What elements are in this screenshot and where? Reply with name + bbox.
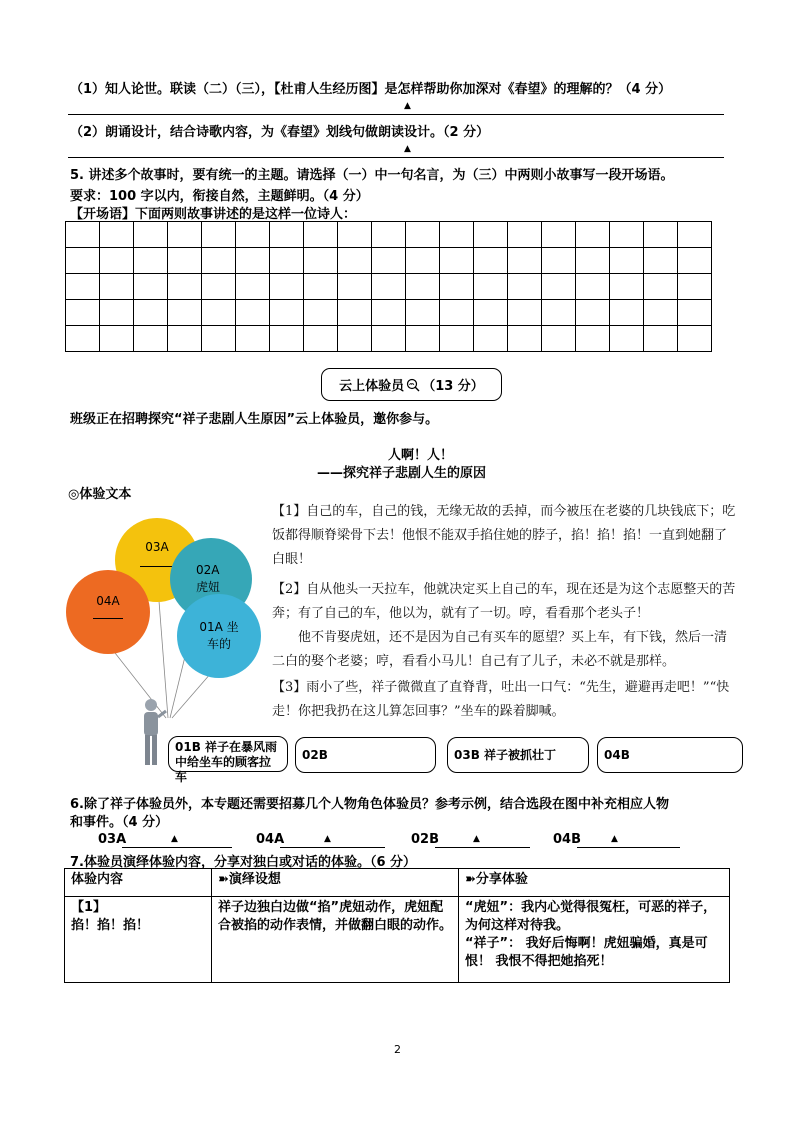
grid-cell[interactable] [440,222,474,248]
grid-cell[interactable] [440,274,474,300]
grid-cell[interactable] [338,326,372,352]
balloon-01a [177,594,261,678]
answer-line[interactable] [68,114,724,115]
writing-grid[interactable] [65,221,712,352]
grid-cell[interactable] [406,222,440,248]
page-number: 2 [394,1043,401,1056]
grid-cell[interactable] [678,300,712,326]
grid-cell[interactable] [440,300,474,326]
grid-cell[interactable] [236,326,270,352]
article-title: 人啊！人！ [388,448,454,463]
grid-cell[interactable] [678,274,712,300]
grid-cell[interactable] [678,248,712,274]
grid-cell[interactable] [304,248,338,274]
grid-cell[interactable] [338,248,372,274]
grid-cell[interactable] [508,300,542,326]
grid-cell[interactable] [372,326,406,352]
grid-cell[interactable] [270,248,304,274]
section-intro: 班级正在招聘探究“祥子悲剧人生原因”云上体验员，邀你参与。 [70,412,439,427]
balloon-01a-label: 01A 坐 [199,620,239,634]
blank-04b-label: 04B [553,832,581,847]
share-huniu: “虎妞”：我内心觉得很冤枉，可恶的祥子，为何这样对待我。 [465,900,717,933]
share-xiangzi: “祥子”： 我好后悔啊！虎妞骗婚，真是可恨！ 我恨不得把她掐死！ [465,936,708,969]
grid-cell[interactable] [406,274,440,300]
grid-cell[interactable] [678,326,712,352]
grid-row [66,248,712,274]
balloon-04a [66,570,150,654]
grid-cell[interactable] [508,222,542,248]
grid-cell[interactable] [168,326,202,352]
grid-cell[interactable] [66,326,100,352]
grid-cell[interactable] [270,326,304,352]
grid-cell[interactable] [440,248,474,274]
passage-2: 【2】自从他头一天拉车，他就决定买上自己的车，现在还是为这个志愿整天的苦奔；有了自己的车，他以为，就有了一切。哼，看看那个老头子！ [272,582,736,621]
grid-cell[interactable] [304,326,338,352]
grid-cell[interactable] [372,300,406,326]
grid-cell[interactable] [202,222,236,248]
grid-cell[interactable] [644,300,678,326]
grid-cell[interactable] [372,248,406,274]
grid-cell[interactable] [134,300,168,326]
grid-cell[interactable] [134,222,168,248]
blank-04a-line[interactable] [280,847,385,848]
q6-line1: 6.除了祥子体验员外，本专题还需要招募几个人物角色体验员？参考示例，结合选段在图中补充相应人物 [70,797,669,812]
q6-line2: 和事件。（4 分） [70,815,169,830]
grid-cell[interactable] [134,326,168,352]
blank-02b-line[interactable] [435,847,530,848]
grid-cell[interactable] [66,248,100,274]
grid-cell[interactable] [66,274,100,300]
grid-cell[interactable] [542,326,576,352]
grid-row [66,326,712,352]
grid-cell[interactable] [644,326,678,352]
grid-cell[interactable] [100,300,134,326]
grid-row [66,222,712,248]
grid-cell[interactable] [270,222,304,248]
grid-cell[interactable] [134,248,168,274]
passage-1: 【1】自己的车，自己的钱，无缘无故的丢掉，而今被压在老婆的几块钱底下；吃饭都得顺脊梁骨下去！他恨不能双手掐住她的脖子，掐！掐！掐！一直到她翻了白眼！ [272,504,736,567]
grid-cell[interactable] [338,300,372,326]
blank-02b-label: 02B [411,832,439,847]
person-icon [138,697,168,767]
answer-marker: ▲ [611,834,618,844]
grid-cell[interactable] [168,300,202,326]
grid-cell[interactable] [168,248,202,274]
answer-marker: ▲ [404,101,411,111]
q5-line3: 【开场语】下面两则故事讲述的是这样一位诗人： [70,207,357,222]
answer-marker: ▲ [473,834,480,844]
grid-cell[interactable] [474,300,508,326]
grid-cell[interactable] [236,248,270,274]
grid-cell[interactable] [236,274,270,300]
grid-cell[interactable] [338,222,372,248]
event-box-04b[interactable]: 04B [597,737,743,773]
passage-3: 【3】雨小了些，祥子微微直了直脊背，吐出一口气：“先生，避避再走吧！”“快走！你把我扔在这儿算怎回事？”坐车的跺着脚喊。 [272,680,730,719]
grid-cell[interactable] [236,222,270,248]
grid-cell[interactable] [610,274,644,300]
header-share: ➽分享体验 [459,869,730,897]
passage-2b: 他不肯娶虎妞，还不是因为自己有买车的愿望？买上车，有下钱，然后一清二白的娶个老婆；哼，看看小马儿！自己有了儿子，未必不就是那样。 [272,630,728,669]
q4-part1: （1）知人论世。联读（二）（三），【杜甫人生经历图】是怎样帮助你加深对《春望》的理解的？（4 分） [70,82,672,97]
blank-line [140,566,174,567]
grid-cell[interactable] [168,222,202,248]
cell-design: 祥子边独白边做“掐”虎妞动作，虎妞配合被掐的动作表情，并做翻白眼的动作。 [212,897,459,983]
section-header-box [321,368,502,401]
grid-cell[interactable] [576,274,610,300]
grid-cell[interactable] [202,300,236,326]
grid-cell[interactable] [270,300,304,326]
grid-cell[interactable] [508,248,542,274]
grid-cell[interactable] [66,222,100,248]
grid-cell[interactable] [304,222,338,248]
grid-cell[interactable] [406,326,440,352]
grid-cell[interactable] [542,300,576,326]
grid-cell[interactable] [202,248,236,274]
grid-cell[interactable] [576,300,610,326]
q4-part2: （2）朗诵设计，结合诗歌内容，为《春望》划线句做朗读设计。（2 分） [70,125,490,140]
blank-line [93,618,123,619]
grid-cell[interactable] [576,326,610,352]
content-text: 掐！掐！掐！ [71,918,150,933]
grid-cell[interactable] [372,274,406,300]
blank-04b-line[interactable] [577,847,680,848]
header-design: ➽演绎设想 [212,869,459,897]
grid-cell[interactable] [474,248,508,274]
grid-cell[interactable] [168,274,202,300]
grid-cell[interactable] [610,222,644,248]
event-box-03b: 03B 祥子被抓壮丁 [447,737,589,773]
event-box-01b: 01B 祥子在暴风雨中给坐车的顾客拉车 [168,736,288,772]
q7-title: 7.体验员演绎体验内容，分享对独白或对话的体验。（6 分） [70,855,417,870]
q5-line1: 5. 讲述多个故事时，要有统一的主题。请选择（一）中一句名言，为（三）中两则小故事写一段开场语。 [70,168,674,183]
answer-marker: ▲ [324,834,331,844]
article-subtitle: ——探究祥子悲剧人生的原因 [317,466,487,481]
blank-04a-label: 04A [256,832,285,847]
grid-cell[interactable] [134,274,168,300]
grid-cell[interactable] [576,248,610,274]
balloon-02a-label: 02A [196,563,220,577]
grid-cell[interactable] [406,248,440,274]
grid-cell[interactable] [236,300,270,326]
balloon-04a-label: 04A [96,594,120,608]
grid-cell[interactable] [100,326,134,352]
grid-cell[interactable] [678,222,712,248]
balloon-03a-label: 03A [145,540,169,554]
balloon-01a-role: 车的 [206,637,231,651]
blank-03a-line[interactable] [122,847,232,848]
grid-cell[interactable] [372,222,406,248]
grid-cell[interactable] [474,326,508,352]
grid-cell[interactable] [644,274,678,300]
grid-cell[interactable] [100,248,134,274]
grid-cell[interactable] [304,300,338,326]
grid-cell[interactable] [542,222,576,248]
grid-cell[interactable] [304,274,338,300]
grid-cell[interactable] [406,300,440,326]
grid-cell[interactable] [338,274,372,300]
grid-cell[interactable] [576,222,610,248]
grid-cell[interactable] [644,248,678,274]
grid-cell[interactable] [542,274,576,300]
grid-cell[interactable] [66,300,100,326]
grid-cell[interactable] [202,326,236,352]
cell-content [65,897,212,983]
grid-cell[interactable] [440,326,474,352]
text-label: ◎体验文本 [68,487,132,502]
header-content: 体验内容 [65,869,212,897]
experience-table [64,868,730,983]
grid-row [66,300,712,326]
grid-row [66,274,712,300]
content-label: 【1】 [71,900,107,915]
event-box-02b[interactable]: 02B [295,737,436,773]
balloon-02a-name: 虎妞 [196,580,221,594]
grid-cell[interactable] [542,248,576,274]
answer-marker: ▲ [404,144,411,154]
grid-cell[interactable] [508,326,542,352]
section-title: 云上体验员 [339,379,405,394]
grid-cell[interactable] [508,274,542,300]
grid-cell[interactable] [474,274,508,300]
grid-cell[interactable] [474,222,508,248]
grid-cell[interactable] [100,274,134,300]
answer-line[interactable] [68,157,724,158]
answer-marker: ▲ [171,834,178,844]
grid-cell[interactable] [610,248,644,274]
search-cloud-icon [406,378,420,392]
cell-share [459,897,730,983]
grid-cell[interactable] [100,222,134,248]
grid-cell[interactable] [644,222,678,248]
grid-cell[interactable] [610,326,644,352]
section-score: （13 分） [422,379,484,394]
grid-cell[interactable] [270,274,304,300]
grid-cell[interactable] [610,300,644,326]
q5-line2: 要求：100 字以内，衔接自然，主题鲜明。（4 分） [70,189,369,204]
blank-03a-label: 03A [98,832,127,847]
grid-cell[interactable] [202,274,236,300]
